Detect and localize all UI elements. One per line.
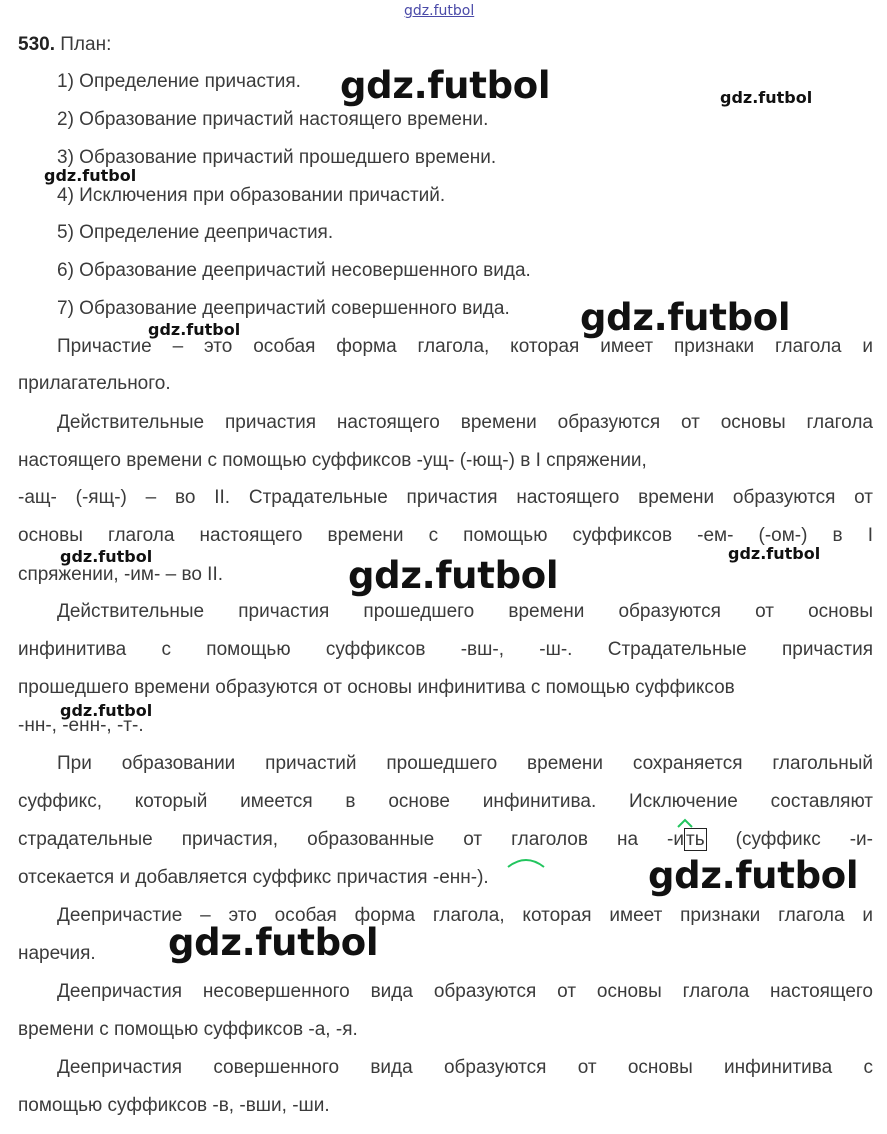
paragraph-line: суффикс, который имеется в основе инфинитива. Исключение составляют: [18, 791, 873, 812]
paragraph-line: Причастие – это особая форма глагола, которая имеет признаки глагола и: [57, 336, 873, 357]
paragraph-line: При образовании причастий прошедшего времени сохраняется глагольный: [57, 753, 873, 774]
paragraph-line: инфинитива с помощью суффиксов -вш-, -ш-. Страдательные причастия: [18, 639, 873, 660]
text-segment: -).: [470, 867, 489, 888]
paragraph-line: основы глагола настоящего времени с помощью суффиксов -ем- (-ом-) в I: [18, 525, 873, 546]
paragraph-line: спряжении, -им- – во II.: [18, 564, 224, 585]
watermark-top: gdz.futbol: [404, 3, 475, 19]
suffix-mark-icon: [677, 818, 693, 828]
plan-item: 3) Образование причастий прошедшего времени.: [57, 147, 497, 168]
paragraph-line: настоящего времени с помощью суффиксов -ущ- (-ющ-) в I спряжении,: [18, 450, 647, 471]
paragraph-line: наречия.: [18, 943, 96, 964]
suffix-enn: енн: [439, 867, 471, 888]
plan-item: 4) Исключения при образовании причастий.: [57, 185, 446, 206]
watermark-large: gdz.futbol: [168, 921, 379, 964]
paragraph-line: Деепричастия совершенного вида образуются от основы инфинитива с: [57, 1057, 873, 1078]
text-segment: отсекается и добавляется суффикс причастия -: [18, 867, 440, 888]
text-segment: (суффикс -и-: [735, 829, 873, 850]
paragraph-line-morphemes: [18, 867, 489, 889]
plan-item: 2) Образование причастий настоящего времени.: [57, 109, 489, 130]
paragraph-line: помощью суффиксов -в, -вши, -ши.: [18, 1095, 330, 1116]
watermark-large: gdz.futbol: [348, 554, 559, 597]
paragraph-line: -нн-, -енн-, -т-.: [18, 715, 144, 736]
suffix-mark-icon: [506, 856, 546, 868]
text-segment: страдательные причастия, образованные от глаголов на -: [18, 829, 674, 850]
watermark-small: gdz.futbol: [720, 88, 813, 107]
plan-item: 1) Определение причастия.: [57, 71, 301, 92]
paragraph-line: прошедшего времени образуются от основы инфинитива с помощью суффиксов: [18, 677, 735, 698]
paragraph-line: -ащ- (-ящ-) – во II. Страдательные причастия настоящего времени образуются от: [18, 487, 873, 508]
watermark-small: gdz.futbol: [44, 166, 137, 185]
ending-box: ть: [686, 829, 705, 850]
watermark-large: gdz.futbol: [648, 854, 859, 897]
plan-item: 5) Определение деепричастия.: [57, 222, 334, 243]
paragraph-line: Деепричастие – это особая форма глагола, которая имеет признаки глагола и: [57, 905, 873, 926]
watermark-small: gdz.futbol: [60, 547, 153, 566]
watermark-small: gdz.futbol: [728, 544, 821, 563]
watermark-small: gdz.futbol: [60, 701, 153, 720]
plan-item: 7) Образование деепричастий совершенного вида.: [57, 298, 510, 319]
watermark-small: gdz.futbol: [148, 320, 241, 339]
paragraph-line: прилагательного.: [18, 373, 171, 394]
paragraph-line: времени с помощью суффиксов -а, -я.: [18, 1019, 358, 1040]
suffix-i: и: [673, 829, 685, 850]
plan-item: 6) Образование деепричастий несовершенного вида.: [57, 260, 531, 281]
paragraph-line-morphemes: [18, 829, 873, 851]
paragraph-line: Действительные причастия прошедшего времени образуются от основы: [57, 601, 873, 622]
watermark-large: gdz.futbol: [580, 296, 791, 339]
paragraph-line: Действительные причастия настоящего времени образуются от основы глагола: [57, 412, 873, 433]
task-number: 530.: [18, 34, 55, 55]
task-title: План:: [60, 34, 112, 55]
paragraph-line: Деепричастия несовершенного вида образуются от основы глагола настоящего: [57, 981, 873, 1002]
watermark-large: gdz.futbol: [340, 64, 551, 107]
task-header: [18, 34, 111, 56]
